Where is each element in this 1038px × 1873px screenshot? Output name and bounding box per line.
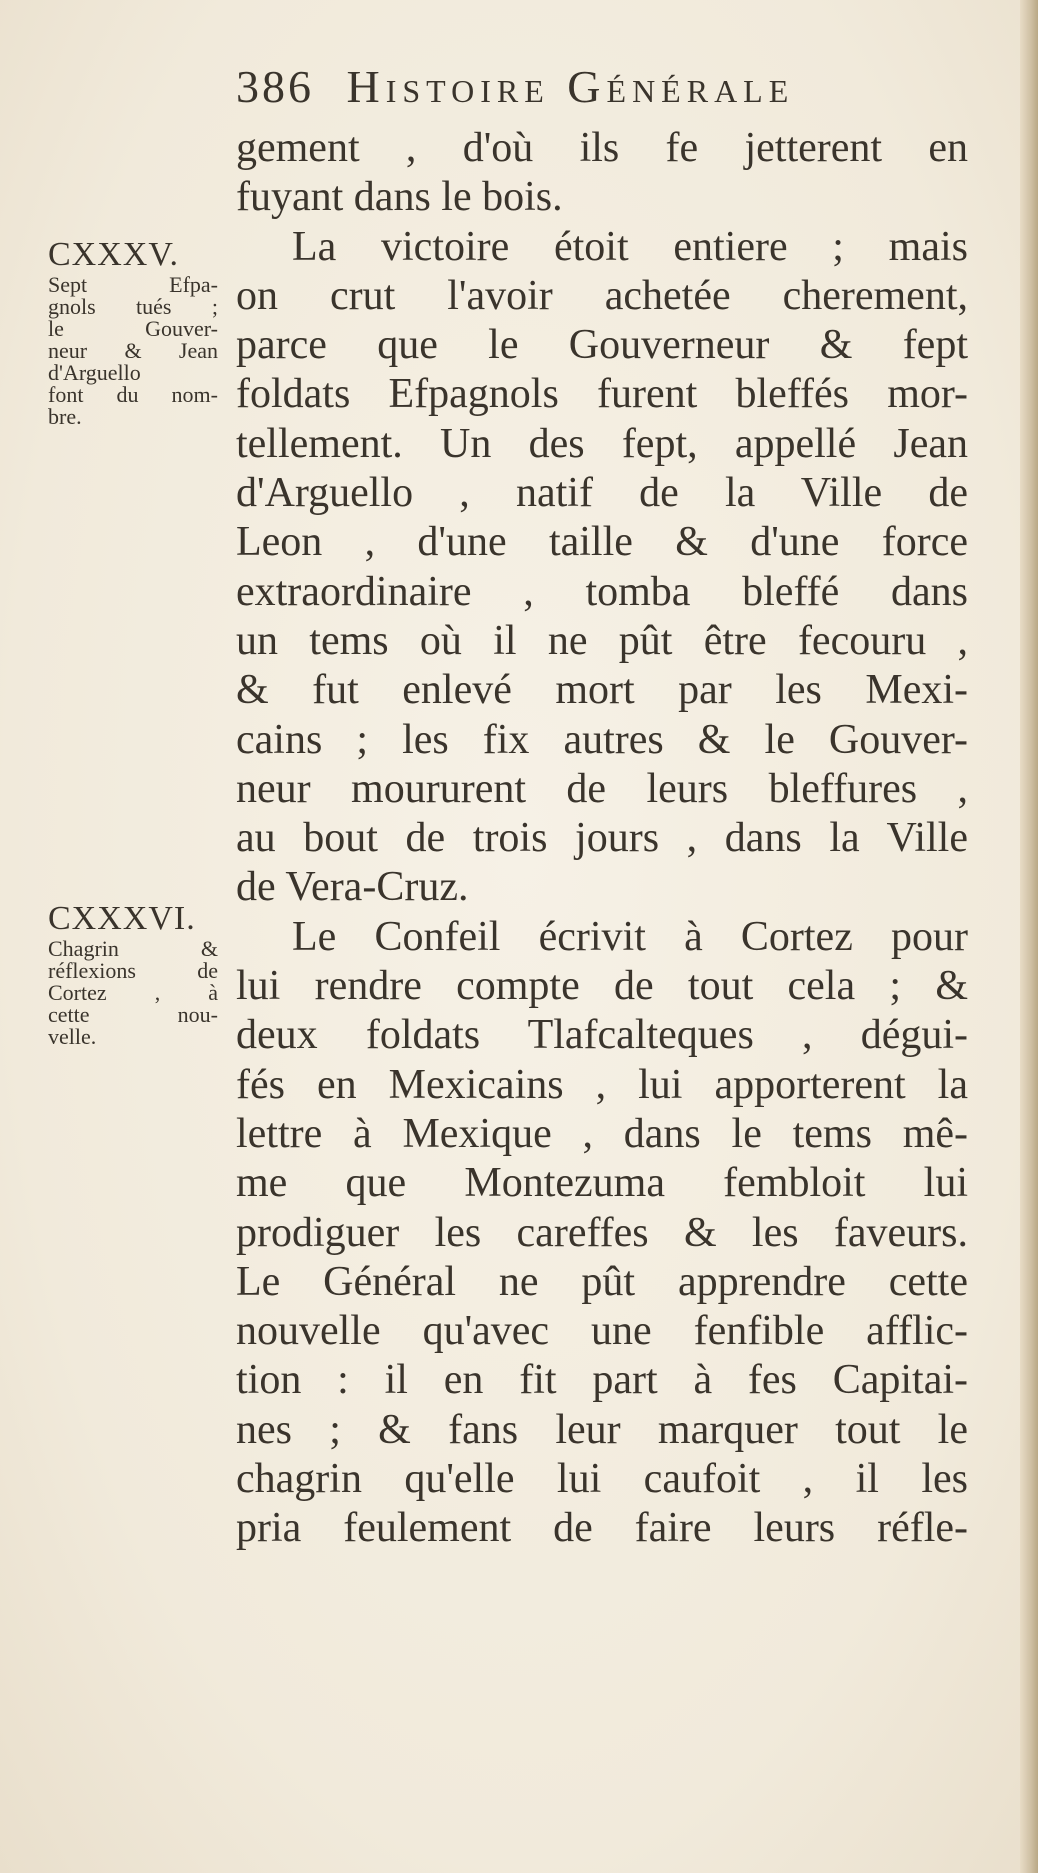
text-line: neur moururent de leurs bleffures , [236, 765, 968, 812]
margin-note-line: Chagrin & [48, 936, 218, 961]
text-line: gement , d'où ils fe jetterent en [236, 125, 968, 171]
text-line: lettre à Mexique , dans le tems mê- [236, 1110, 968, 1157]
margin-note-line: le Gouver- [48, 316, 218, 341]
margin-note-line: Cortez , à [48, 980, 218, 1005]
margin-note-line: cette nou- [48, 1002, 218, 1027]
text-line: prodiguer les careffes & les faveurs. [236, 1209, 968, 1256]
text-line: d'Arguello , natif de la Ville de [236, 470, 968, 517]
text-line: tion : il en fit part à fes Capitai- [236, 1357, 968, 1404]
text-line: extraordinaire , tomba bleffé dans [236, 568, 968, 615]
margin-note-line: Sept Efpa- [48, 272, 218, 297]
margin-note-line: bre. [48, 404, 82, 429]
text-line: foldats Efpagnols furent bleffés mor- [236, 371, 968, 418]
text-line: fés en Mexicains , lui apporterent la [236, 1061, 968, 1108]
margin-note-text [48, 274, 218, 428]
text-line: tellement. Un des fept, appellé Jean [236, 420, 968, 467]
text-line: un tems où il ne pût être fecouru , [236, 617, 968, 664]
margin-note-number: CXXXVI. [48, 900, 196, 937]
margin-note-line: velle. [48, 1024, 97, 1049]
page-edge [1020, 0, 1038, 1873]
running-title: Histoire Générale [346, 61, 795, 112]
text-line: pria feulement de faire leurs réfle- [236, 1505, 968, 1552]
text-line: lui rendre compte de tout cela ; & [236, 963, 968, 1010]
page-number: 386 [236, 61, 314, 112]
margin-note-cxxxvi [48, 900, 218, 1048]
margin-note-text [48, 938, 218, 1048]
text-line: Leon , d'une taille & d'une force [236, 519, 968, 566]
running-header [236, 60, 936, 113]
text-line: nes ; & fans leur marquer tout le [236, 1406, 968, 1453]
text-line: cains ; les fix autres & le Gouver- [236, 716, 968, 763]
margin-note-line: font du nom- [48, 382, 218, 407]
text-line: & fut enlevé mort par les Mexi- [236, 667, 968, 714]
text-line: au bout de trois jours , dans la Ville [236, 815, 968, 862]
text-line: Le Général ne pût apprendre cette [236, 1258, 968, 1305]
text-line: me que Montezuma fembloit lui [236, 1160, 968, 1207]
margin-note-cxxxv [48, 236, 218, 428]
paragraph-start-line: Le Confeil écrivit à Cortez pour [292, 913, 968, 960]
margin-note-number: CXXXV. [48, 236, 180, 273]
margin-note-line: gnols tués ; [48, 294, 218, 319]
text-line: parce que le Gouverneur & fept [236, 322, 968, 369]
text-line: fuyant dans le bois. [236, 174, 563, 221]
body-text [236, 124, 968, 1554]
text-line: deux foldats Tlafcalteques , dégui- [236, 1012, 968, 1059]
text-line: nouvelle qu'avec une fenfible afflic- [236, 1308, 968, 1355]
margin-note-line: réflexions de [48, 958, 218, 983]
text-line: on crut l'avoir achetée cherement, [236, 272, 968, 319]
text-line: chagrin qu'elle lui caufoit , il les [236, 1456, 968, 1503]
paragraph-start-line: La victoire étoit entiere ; mais [292, 223, 968, 270]
margin-note-line: neur & Jean [48, 338, 218, 363]
margin-note-line: d'Arguello [48, 360, 141, 385]
text-line: de Vera-Cruz. [236, 864, 469, 911]
